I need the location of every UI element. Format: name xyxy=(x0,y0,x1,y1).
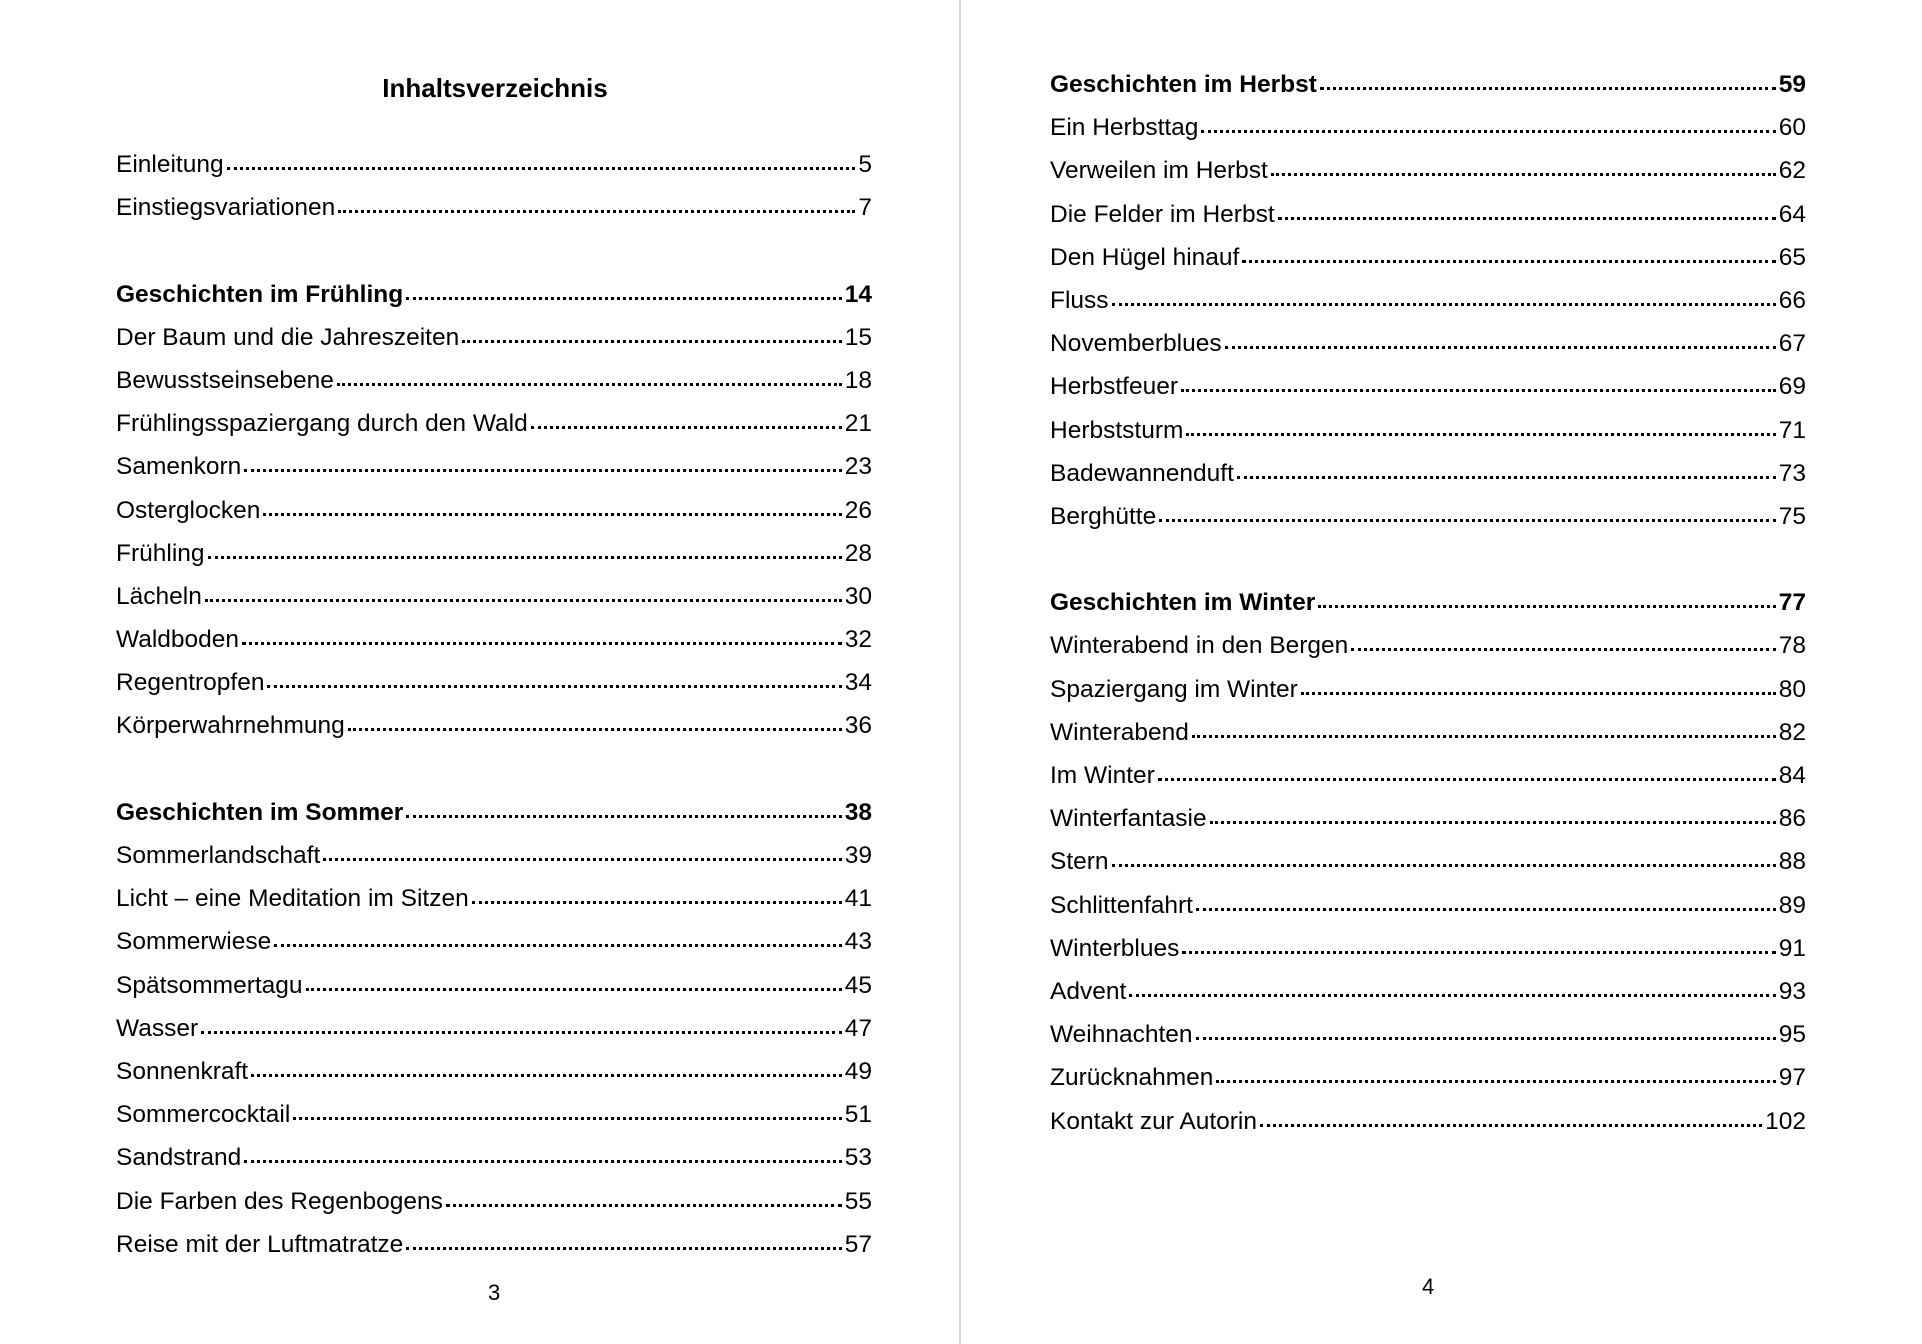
toc-entry-page: 55 xyxy=(844,1187,872,1215)
toc-section-heading xyxy=(116,280,872,323)
toc-entry xyxy=(116,711,872,754)
dot-leader xyxy=(1186,420,1775,438)
dot-leader xyxy=(1260,1111,1762,1129)
toc-entry-page: 88 xyxy=(1778,848,1806,876)
toc-entry-label: Die Felder im Herbst xyxy=(1050,200,1275,228)
toc-entry xyxy=(116,1100,872,1143)
dot-leader xyxy=(1210,808,1776,826)
dot-leader xyxy=(242,629,842,647)
toc-entry-label: Reise mit der Luftmatratze xyxy=(116,1230,404,1258)
toc-entry-page: 23 xyxy=(844,453,872,481)
dot-leader xyxy=(1182,938,1775,956)
toc-entry-label: Osterglocken xyxy=(116,496,261,524)
toc-list-left xyxy=(116,150,872,1273)
toc-entry xyxy=(1050,200,1806,243)
page-number: 4 xyxy=(1422,1274,1435,1299)
toc-entry-page: 77 xyxy=(1778,589,1806,617)
toc-entry-page: 86 xyxy=(1778,805,1806,833)
dot-leader xyxy=(1237,463,1776,481)
dot-leader xyxy=(446,1191,842,1209)
toc-entry xyxy=(1050,804,1806,847)
toc-entry xyxy=(116,971,872,1014)
toc-entry xyxy=(1050,1107,1806,1150)
toc-entry xyxy=(116,409,872,452)
toc-entry-label: Herbstfeuer xyxy=(1050,373,1179,401)
toc-entry-label: Novemberblues xyxy=(1050,330,1222,358)
toc-title: Inhaltsverzeichnis xyxy=(382,73,608,103)
toc-entry xyxy=(116,323,872,366)
toc-entry-label: Badewannenduft xyxy=(1050,459,1234,487)
toc-entry-label: Winterblues xyxy=(1050,934,1180,962)
toc-entry xyxy=(1050,891,1806,934)
toc-entry xyxy=(1050,243,1806,286)
toc-entry-page: 78 xyxy=(1778,632,1806,660)
toc-entry-page: 84 xyxy=(1778,762,1806,789)
dot-leader xyxy=(244,456,841,474)
toc-entry-page: 53 xyxy=(844,1144,872,1172)
dot-leader xyxy=(205,586,842,604)
toc-entry-label: Verweilen im Herbst xyxy=(1050,157,1268,185)
dot-leader xyxy=(531,413,842,431)
toc-entry xyxy=(1050,416,1806,459)
toc-entry-page: 51 xyxy=(844,1101,872,1129)
toc-entry-page: 73 xyxy=(1778,459,1806,487)
toc-entry xyxy=(116,496,872,539)
toc-entry-page: 59 xyxy=(1778,71,1806,98)
toc-entry-label: Der Baum und die Jahreszeiten xyxy=(116,323,460,351)
toc-entry-page: 30 xyxy=(844,582,872,610)
toc-entry-label: Im Winter xyxy=(1050,762,1155,789)
dot-leader xyxy=(1196,895,1776,913)
dot-leader xyxy=(251,1061,842,1079)
dot-leader xyxy=(1158,765,1776,783)
toc-entry-label: Berghütte xyxy=(1050,502,1157,530)
toc-entry xyxy=(116,841,872,884)
toc-entry-label: Bewusstseinsebene xyxy=(116,366,334,394)
dot-leader xyxy=(201,1018,842,1036)
dot-leader xyxy=(1278,204,1776,222)
dot-leader xyxy=(406,284,842,302)
toc-entry-page: 82 xyxy=(1778,718,1806,746)
toc-entry-label: Winterfantasie xyxy=(1050,805,1207,833)
toc-entry-page: 71 xyxy=(1778,416,1806,444)
toc-entry xyxy=(116,668,872,711)
toc-entry-page: 38 xyxy=(844,798,872,826)
toc-entry xyxy=(116,193,872,236)
toc-entry xyxy=(1050,1063,1806,1106)
dot-leader xyxy=(348,715,842,733)
toc-section-heading xyxy=(116,798,872,841)
toc-entry-page: 5 xyxy=(858,151,872,178)
dot-leader xyxy=(1320,74,1776,92)
toc-entry-page: 57 xyxy=(844,1230,872,1258)
toc-entry-page: 97 xyxy=(1778,1064,1806,1092)
toc-entry-label: Körperwahrnehmung xyxy=(116,712,345,740)
toc-entry-label: Ein Herbsttag xyxy=(1050,114,1199,142)
toc-section-heading xyxy=(1050,70,1806,113)
toc-entry-page: 65 xyxy=(1778,243,1806,271)
toc-entry-page: 18 xyxy=(844,366,872,394)
dot-leader xyxy=(1242,247,1775,265)
toc-entry xyxy=(1050,977,1806,1020)
dot-leader xyxy=(472,888,842,906)
toc-entry-page: 102 xyxy=(1765,1107,1806,1135)
toc-entry-page: 75 xyxy=(1778,502,1806,530)
toc-entry xyxy=(1050,502,1806,545)
toc-entry-label: Lächeln xyxy=(116,582,202,610)
dot-leader xyxy=(1271,160,1776,178)
page-number: 3 xyxy=(488,1280,501,1305)
toc-entry-label: Geschichten im Winter xyxy=(1050,589,1316,617)
dot-leader xyxy=(227,154,856,172)
dot-leader xyxy=(208,543,842,561)
toc-entry-page: 7 xyxy=(858,194,872,222)
dot-leader xyxy=(263,500,841,518)
dot-leader xyxy=(1181,376,1776,394)
toc-entry-label: Fluss xyxy=(1050,286,1109,314)
toc-entry xyxy=(1050,156,1806,199)
toc-entry-page: 26 xyxy=(844,496,872,524)
toc-entry-page: 34 xyxy=(844,669,872,697)
toc-entry-page: 36 xyxy=(844,712,872,740)
toc-entry xyxy=(116,1187,872,1230)
toc-entry-page: 41 xyxy=(844,885,872,913)
toc-entry-page: 91 xyxy=(1778,934,1806,962)
toc-entry-page: 64 xyxy=(1778,200,1806,228)
dot-leader xyxy=(1225,333,1776,351)
toc-entry-label: Frühling xyxy=(116,539,205,567)
dot-leader xyxy=(323,845,841,863)
toc-entry xyxy=(116,927,872,970)
toc-entry-label: Geschichten im Herbst xyxy=(1050,71,1317,98)
dot-leader xyxy=(1318,592,1775,610)
toc-entry-page: 95 xyxy=(1778,1021,1806,1049)
toc-entry xyxy=(116,366,872,409)
toc-entry xyxy=(1050,286,1806,329)
toc-entry-label: Die Farben des Regenbogens xyxy=(116,1187,443,1215)
page-gutter-divider xyxy=(959,0,961,1344)
toc-entry-label: Sommerlandschaft xyxy=(116,842,321,869)
toc-entry xyxy=(1050,459,1806,502)
toc-entry-page: 14 xyxy=(844,280,872,308)
toc-entry xyxy=(116,539,872,582)
dot-leader xyxy=(306,975,842,993)
toc-entry-page: 67 xyxy=(1778,330,1806,358)
toc-entry-page: 45 xyxy=(844,971,872,999)
toc-entry-page: 43 xyxy=(844,928,872,956)
toc-entry-page: 62 xyxy=(1778,157,1806,185)
toc-entry xyxy=(116,1143,872,1186)
dot-leader xyxy=(267,672,841,690)
dot-leader xyxy=(406,802,841,820)
left-page xyxy=(0,0,960,1344)
dot-leader xyxy=(1112,290,1776,308)
dot-leader xyxy=(274,931,842,949)
dot-leader xyxy=(406,1234,841,1252)
toc-entry xyxy=(1050,934,1806,977)
toc-entry xyxy=(1050,761,1806,804)
toc-entry-page: 66 xyxy=(1778,286,1806,314)
toc-entry xyxy=(1050,718,1806,761)
toc-entry-label: Wasser xyxy=(116,1014,199,1042)
dot-leader xyxy=(338,197,855,215)
toc-entry-label: Geschichten im Frühling xyxy=(116,280,404,308)
toc-entry-label: Spaziergang im Winter xyxy=(1050,675,1298,703)
toc-entry-page: 93 xyxy=(1778,977,1806,1005)
toc-entry-label: Schlittenfahrt xyxy=(1050,891,1193,919)
toc-entry-label: Spätsommertagu xyxy=(116,971,303,999)
toc-entry xyxy=(116,150,872,193)
dot-leader xyxy=(1112,851,1776,869)
dot-leader xyxy=(1192,722,1776,740)
dot-leader xyxy=(1351,635,1775,653)
toc-entry-page: 80 xyxy=(1778,675,1806,703)
toc-entry-page: 89 xyxy=(1778,891,1806,919)
toc-entry-page: 32 xyxy=(844,626,872,654)
toc-entry-label: Weihnachten xyxy=(1050,1021,1193,1049)
toc-entry-label: Licht – eine Meditation im Sitzen xyxy=(116,885,469,913)
toc-entry-label: Herbststurm xyxy=(1050,416,1184,444)
dot-leader xyxy=(293,1104,841,1122)
toc-entry-page: 21 xyxy=(844,410,872,438)
toc-entry xyxy=(116,452,872,495)
toc-entry-label: Kontakt zur Autorin xyxy=(1050,1107,1258,1135)
toc-entry-label: Advent xyxy=(1050,977,1127,1005)
dot-leader xyxy=(1129,981,1775,999)
toc-entry xyxy=(116,582,872,625)
toc-entry xyxy=(1050,329,1806,372)
toc-entry xyxy=(116,884,872,927)
toc-entry xyxy=(1050,113,1806,156)
toc-entry xyxy=(1050,1020,1806,1063)
toc-entry-label: Einstiegsvariationen xyxy=(116,194,336,222)
dot-leader xyxy=(1201,117,1775,135)
toc-entry-label: Samenkorn xyxy=(116,453,242,481)
dot-leader xyxy=(337,370,842,388)
toc-entry-label: Zurücknahmen xyxy=(1050,1064,1214,1092)
toc-entry xyxy=(1050,631,1806,674)
toc-entry-page: 60 xyxy=(1778,114,1806,142)
toc-entry-label: Sonnenkraft xyxy=(116,1057,249,1085)
toc-entry-label: Waldboden xyxy=(116,626,240,654)
toc-entry xyxy=(116,625,872,668)
toc-entry-page: 39 xyxy=(844,842,872,869)
toc-section-heading xyxy=(1050,588,1806,631)
toc-entry xyxy=(1050,675,1806,718)
dot-leader xyxy=(244,1147,841,1165)
toc-entry xyxy=(116,1014,872,1057)
dot-leader xyxy=(1196,1024,1776,1042)
toc-entry xyxy=(116,1057,872,1100)
toc-entry-label: Winterabend xyxy=(1050,718,1189,746)
right-page xyxy=(962,0,1922,1344)
toc-entry-page: 69 xyxy=(1778,373,1806,401)
toc-entry-label: Sommercocktail xyxy=(116,1101,291,1129)
toc-entry-page: 47 xyxy=(844,1014,872,1042)
toc-entry-page: 49 xyxy=(844,1057,872,1085)
toc-entry-label: Geschichten im Sommer xyxy=(116,798,404,826)
toc-entry-page: 28 xyxy=(844,539,872,567)
toc-entry xyxy=(1050,372,1806,415)
toc-entry-label: Stern xyxy=(1050,848,1109,876)
toc-entry-label: Sommerwiese xyxy=(116,928,272,956)
dot-leader xyxy=(1301,679,1776,697)
toc-entry-label: Einleitung xyxy=(116,151,224,178)
toc-entry-label: Den Hügel hinauf xyxy=(1050,243,1240,271)
toc-entry xyxy=(1050,847,1806,890)
dot-leader xyxy=(462,327,842,345)
toc-entry-label: Regentropfen xyxy=(116,669,265,697)
dot-leader xyxy=(1216,1067,1775,1085)
toc-entry-page: 15 xyxy=(844,323,872,351)
dot-leader xyxy=(1159,506,1775,524)
toc-entry xyxy=(116,1230,872,1273)
toc-entry-label: Frühlingsspaziergang durch den Wald xyxy=(116,410,528,438)
toc-list-right xyxy=(1050,70,1806,1150)
toc-entry-label: Winterabend in den Bergen xyxy=(1050,632,1349,660)
toc-entry-label: Sandstrand xyxy=(116,1144,242,1172)
